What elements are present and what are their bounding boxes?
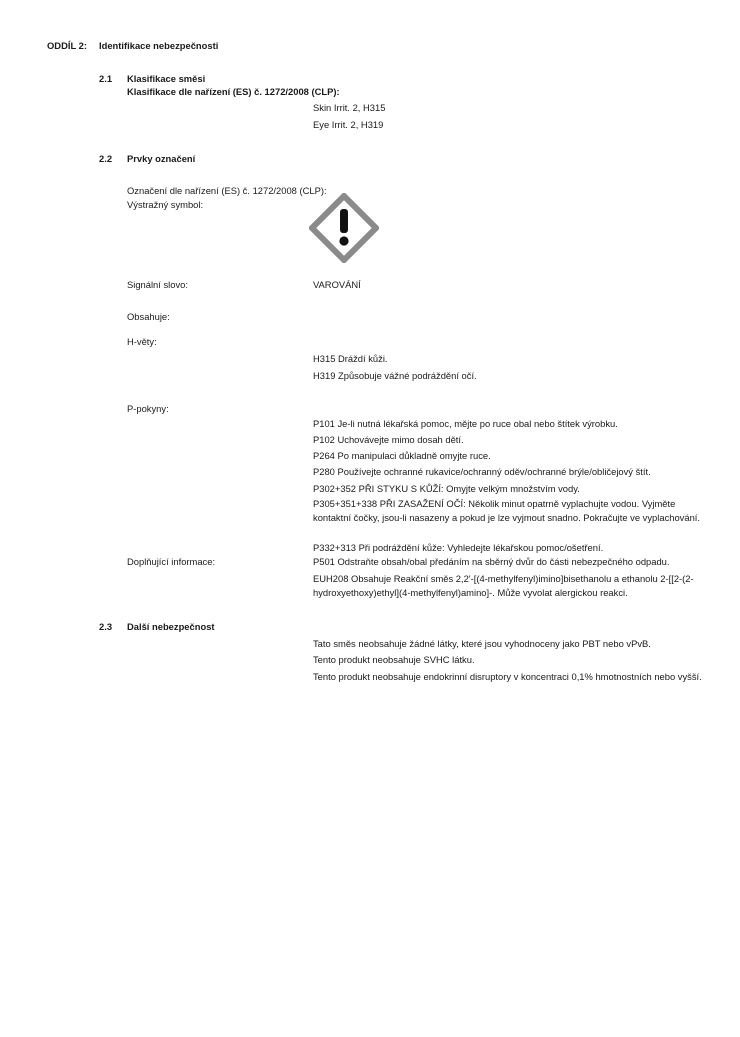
extra-info-label: Doplňující informace:	[127, 556, 216, 567]
classification-item: Skin Irrit. 2, H315	[313, 102, 386, 113]
s23-title: Další nebezpečnost	[127, 621, 215, 632]
clp-label: Označení dle nařízení (ES) č. 1272/2008 (CLP):	[127, 185, 327, 196]
p-statement: P501 Odstraňte obsah/obal předáním na sběrný dvůr do části nebezpečného odpadu.	[313, 556, 670, 567]
classification-item: Eye Irrit. 2, H319	[313, 119, 384, 130]
signal-word-label: Signální slovo:	[127, 279, 188, 290]
contains-label: Obsahuje:	[127, 311, 170, 322]
s21-subtitle: Klasifikace dle nařízení (ES) č. 1272/2008 (CLP):	[127, 86, 340, 97]
s21-title: Klasifikace směsi	[127, 73, 206, 84]
hazard-note: Tento produkt neobsahuje endokrinní disruptory v koncentraci 0,1% hmotnostních nebo vyšší.	[313, 671, 702, 682]
p-statement: P305+351+338 PŘI ZASAŽENÍ OČÍ: Několik minut opatrně vyplachujte vodou. Vyjměte kontaktní čočky, jsou-li nasazeny a pokud je lze vyjmout snadno. Pokračujte ve vyplachování.	[313, 498, 701, 523]
p-statement: P102 Uchovávejte mimo dosah dětí.	[313, 434, 464, 445]
p-statement: P264 Po manipulaci důkladně omyjte ruce.	[313, 450, 491, 461]
symbol-label: Výstražný symbol:	[127, 199, 204, 210]
p-statement: P280 Používejte ochranné rukavice/ochranný oděv/ochranné brýle/obličejový štít.	[313, 466, 651, 477]
s22-number: 2.2	[99, 153, 113, 164]
s21-number: 2.1	[99, 73, 113, 84]
exclamation-mark-icon	[309, 193, 379, 263]
s22-title: Prvky označení	[127, 153, 196, 164]
p-statements-label: P-pokyny:	[127, 403, 169, 414]
s23-number: 2.3	[99, 621, 113, 632]
signal-word: VAROVÁNÍ	[313, 279, 361, 290]
hazard-note: Tento produkt neobsahuje SVHC látku.	[313, 654, 475, 665]
p-statement: P332+313 Při podráždění kůže: Vyhledejte lékařskou pomoc/ošetření.	[313, 542, 604, 553]
p-statement: P101 Je-li nutná lékařská pomoc, mějte po ruce obal nebo štítek výrobku.	[313, 418, 618, 429]
h-statement: H319 Způsobuje vážné podráždění očí.	[313, 370, 477, 381]
hazard-note: Tato směs neobsahuje žádné látky, které jsou vyhodnoceny jako PBT nebo vPvB.	[313, 638, 651, 649]
section-title: Identifikace nebezpečnosti	[99, 40, 219, 51]
p-statement: P302+352 PŘI STYKU S KŮŽÍ: Omyjte velkým množstvím vody.	[313, 483, 580, 494]
extra-info: EUH208 Obsahuje Reakční směs 2,2'-[(4-methylfenyl)imino]bisethanolu a ethanolu 2-[[2-(2-hydroxyethoxy)ethyl](4-methylfenyl)amino]-. Může vyvolat alergickou reakci.	[313, 573, 694, 598]
h-statements-label: H-věty:	[127, 336, 157, 347]
h-statement: H315 Dráždí kůži.	[313, 353, 388, 364]
section-label: ODDÍL 2:	[47, 40, 87, 51]
